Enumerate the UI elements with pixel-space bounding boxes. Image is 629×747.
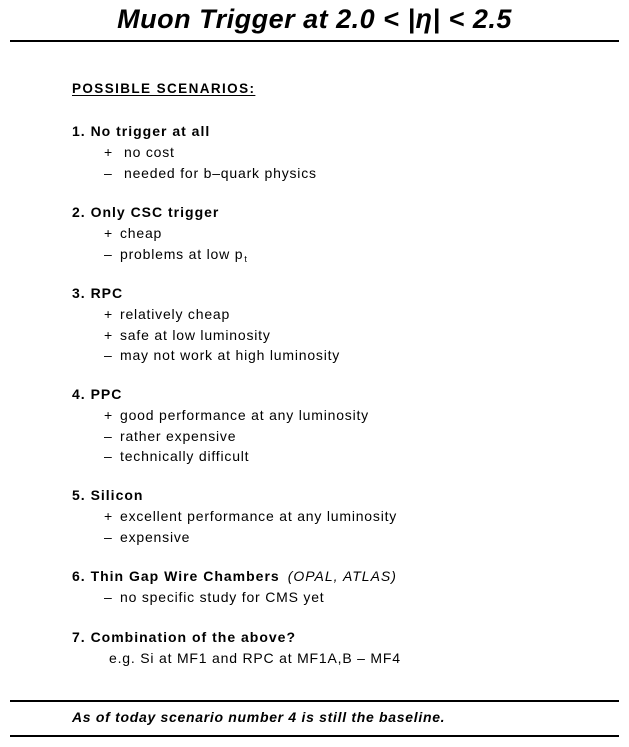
scenario-point <box>72 244 248 265</box>
point-sign: – <box>104 164 113 181</box>
point-sign: + <box>104 326 113 343</box>
point-text: problems at low p <box>120 245 244 262</box>
point-sign: – <box>104 528 113 545</box>
scenario-title-text: 6. Thin Gap Wire Chambers <box>72 568 280 584</box>
point-text: cheap <box>120 225 163 241</box>
point-text: expensive <box>120 528 191 545</box>
scenario-5 <box>72 485 397 547</box>
point-sign: + <box>104 306 113 322</box>
scenario-title: 3. RPC <box>72 285 124 301</box>
point-text: may not work at high luminosity <box>120 347 341 363</box>
point-text: rather expensive <box>120 427 237 444</box>
point-text: no specific study for CMS yet <box>120 589 325 605</box>
scenario-6 <box>72 566 397 608</box>
top-divider <box>10 40 619 42</box>
point-sign: + <box>104 508 113 524</box>
point-sign: – <box>104 589 113 605</box>
scenario-7 <box>72 627 401 669</box>
scenario-point <box>72 325 340 346</box>
scenario-point <box>72 345 340 366</box>
point-sign: + <box>104 225 113 241</box>
scenario-title: 1. No trigger at all <box>72 123 211 139</box>
scenario-point <box>72 142 317 163</box>
point-text: needed for b–quark physics <box>124 164 317 181</box>
section-heading: POSSIBLE SCENARIOS: <box>72 81 256 96</box>
scenario-point <box>72 163 317 184</box>
scenario-point <box>72 587 397 608</box>
point-sign: – <box>104 427 113 444</box>
point-text: technically difficult <box>120 448 250 464</box>
footer-bottom-divider <box>10 735 619 737</box>
scenario-1 <box>72 121 317 183</box>
scenario-point <box>72 527 397 548</box>
point-sign: – <box>104 448 113 464</box>
scenario-title-note: (OPAL, ATLAS) <box>287 568 397 584</box>
scenario-point <box>72 446 369 467</box>
point-text: no cost <box>124 144 175 160</box>
point-text: safe at low luminosity <box>120 326 271 343</box>
subscript-t: t <box>244 253 248 264</box>
point-sign: + <box>104 144 113 160</box>
point-sign: – <box>104 245 113 262</box>
point-text: excellent performance at any luminosity <box>120 508 398 524</box>
page-title: Muon Trigger at 2.0 < |η| < 2.5 <box>117 4 512 34</box>
scenario-title: 5. Silicon <box>72 487 144 503</box>
scenario-point <box>72 223 248 244</box>
scenario-title: 4. PPC <box>72 386 123 402</box>
scenario-point <box>72 506 397 527</box>
scenario-title: 7. Combination of the above? <box>72 629 297 645</box>
point-text: relatively cheap <box>120 306 231 322</box>
point-text: good performance at any luminosity <box>120 407 369 423</box>
point-sign: – <box>104 347 113 363</box>
scenario-note: e.g. Si at MF1 and RPC at MF1A,B – MF4 <box>109 650 401 666</box>
scenario-point <box>72 426 369 447</box>
footer-statement: As of today scenario number 4 is still the baseline. <box>72 709 446 725</box>
scenario-point <box>72 405 369 426</box>
scenario-title <box>72 566 397 587</box>
footer-top-divider <box>10 700 619 702</box>
scenario-4 <box>72 384 369 467</box>
scenario-title: 2. Only CSC trigger <box>72 204 220 220</box>
point-sign: + <box>104 407 113 423</box>
scenario-2 <box>72 202 248 264</box>
scenario-point <box>72 304 340 325</box>
scenario-3 <box>72 283 340 366</box>
